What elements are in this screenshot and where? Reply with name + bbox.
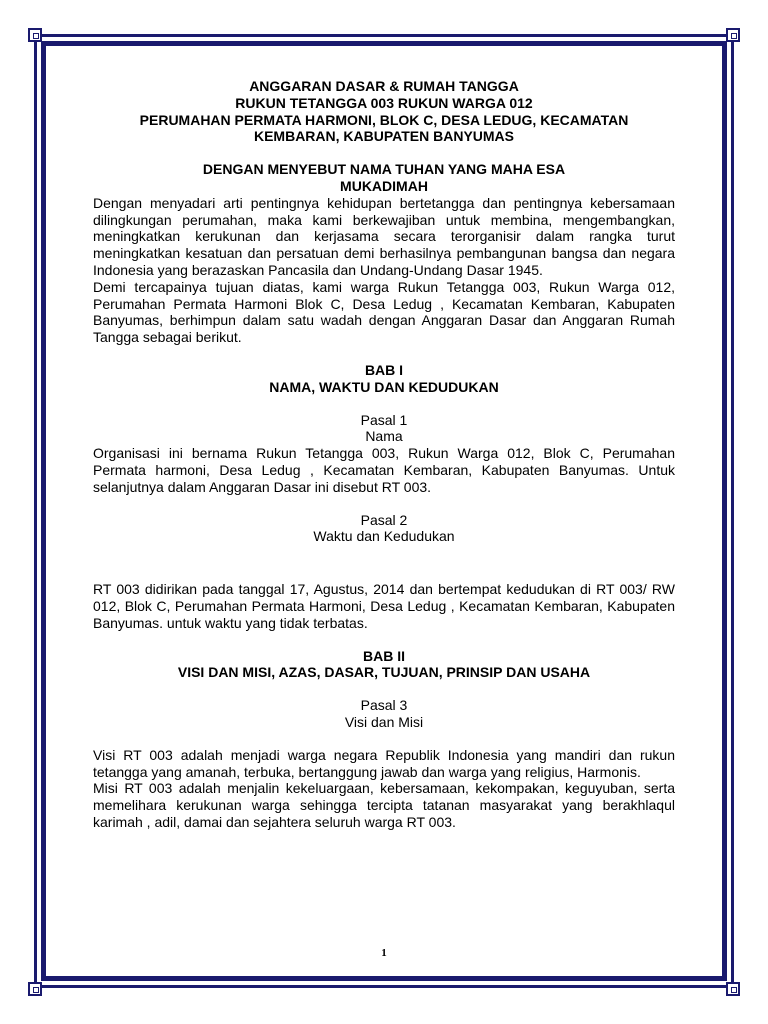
chapter-2-number: BAB II	[363, 647, 405, 664]
article-1-number: Pasal 1	[360, 411, 408, 428]
article-3-title: Visi dan Misi	[344, 713, 424, 730]
article-2-text: RT 003 didirikan pada tanggal 17, Agustus, 2014 dan bertempat kedudukan di RT 003/ RW 012, Blok C, Perumahan Permata Harmoni, Desa Ledug , Kecamatan Kembaran, Kabupaten Banyumas. untuk waktu yang tidak terbatas.	[93, 581, 675, 631]
title-line-4: KEMBARAN, KABUPATEN BANYUMAS	[253, 128, 515, 145]
title-line-1: ANGGARAN DASAR & RUMAH TANGGA	[249, 78, 519, 94]
preamble-paragraph: Dengan menyadari arti pentingnya kehidupan bertetangga dan pentingnya kebersamaan dilingkungan perumahan, maka kami berkewajiban untuk membina, mengembangkan, meningkatkan kerukunan dan kerjasama secara terorganisir dalam rangka turut meningkatkan kesatuan dan persatuan demi berhasilnya pembangunan bangsa dan negara Indonesia yang berazaskan Pancasila dan Undang-Undang Dasar 1945.	[93, 194, 675, 278]
article-3-number: Pasal 3	[360, 697, 408, 714]
article-2-number: Pasal 2	[360, 511, 408, 528]
preamble-paragraph: Demi tercapainya tujuan diatas, kami warga Rukun Tetangga 003, Rukun Warga 012, Perumahan Permata Harmoni Blok C, Desa Ledug , Kecamatan Kembaran, Kabupaten Banyumas, berhimpun dalam satu wadah dengan Anggaran Dasar dan Anggaran Rumah Tangga sebagai berikut.	[93, 278, 675, 346]
corner-ornament-top-left	[28, 28, 42, 42]
corner-ornament-bottom-right	[726, 982, 740, 996]
invocation: DENGAN MENYEBUT NAMA TUHAN YANG MAHA ESA	[202, 161, 566, 178]
document-title	[93, 78, 675, 145]
chapter-1-title: NAMA, WAKTU DAN KEDUDUKAN	[269, 378, 499, 395]
title-line-2: RUKUN TETANGGA 003 RUKUN WARGA 012	[235, 94, 533, 111]
corner-ornament-top-right	[726, 28, 740, 42]
document-body	[93, 78, 675, 831]
chapter-2-title: VISI DAN MISI, AZAS, DASAR, TUJUAN, PRINSIP DAN USAHA	[177, 664, 591, 681]
corner-ornament-bottom-left	[28, 982, 42, 996]
mission-text: Misi RT 003 adalah menjalin kekeluargaan, kebersamaan, kekompakan, keguyuban, serta memelihara kerukunan warga sehingga tercipta tatanan masyarakat yang berakhlaqul karimah , adil, damai dan sejahtera seluruh warga RT 003.	[93, 780, 675, 830]
preamble-heading: MUKADIMAH	[340, 177, 428, 194]
chapter-1-number: BAB I	[364, 361, 404, 378]
page-number: 1	[381, 947, 387, 959]
vision-text: Visi RT 003 adalah menjadi warga negara Republik Indonesia yang mandiri dan rukun tetangga yang amanah, terbuka, bertanggung jawab dan warga yang religius, Harmonis.	[93, 746, 675, 780]
article-1-title: Nama	[365, 428, 403, 445]
article-1-text: Organisasi ini bernama Rukun Tetangga 003, Rukun Warga 012, Blok C, Perumahan Permata harmoni, Desa Ledug , Kecamatan Kembaran, Kabupaten Banyumas. Untuk selanjutnya dalam Anggaran Dasar ini disebut RT 003.	[93, 445, 675, 495]
article-2-title: Waktu dan Kedudukan	[313, 528, 455, 545]
title-line-3: PERUMAHAN PERMATA HARMONI, BLOK C, DESA LEDUG, KECAMATAN	[139, 111, 629, 128]
